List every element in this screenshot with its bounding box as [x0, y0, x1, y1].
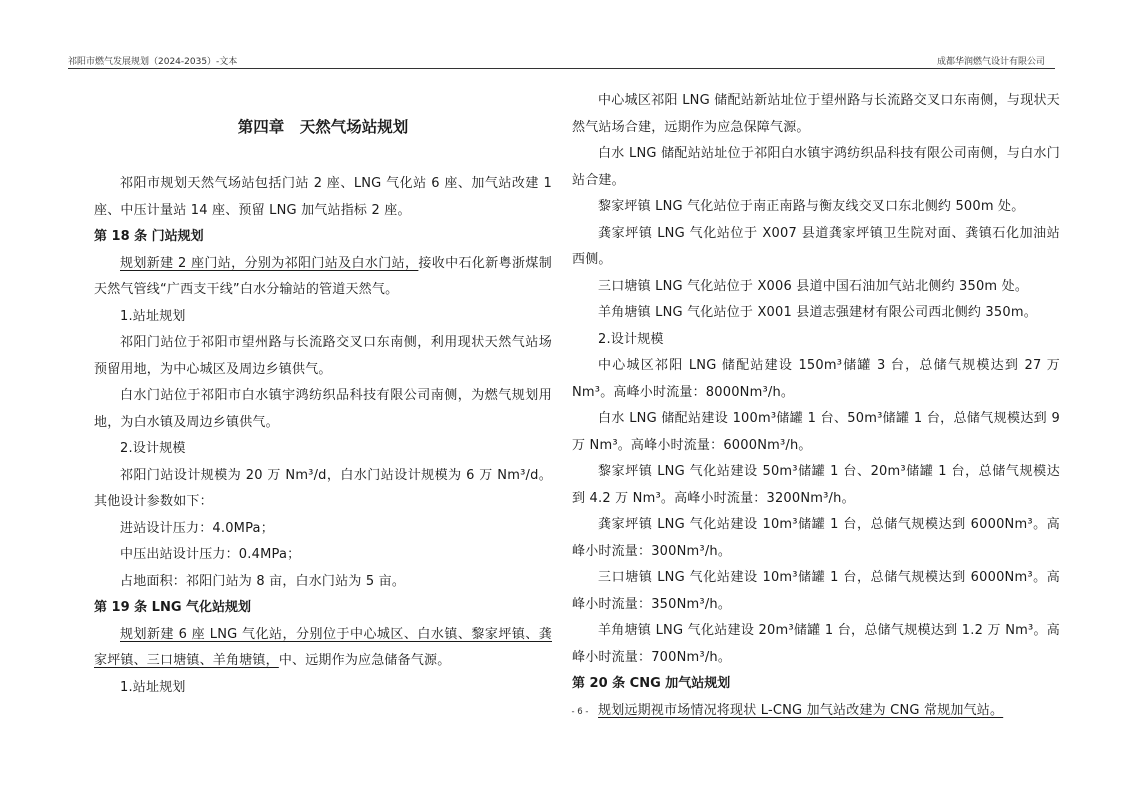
article-20-heading: 第 20 条 CNG 加气站规划: [572, 676, 731, 691]
design-scale-title: 2.设计规模: [598, 331, 664, 347]
left-column: [94, 88, 552, 701]
header-company: 成都华润燃气设计有限公司: [936, 57, 1045, 67]
chapter-title: 第四章 天然气场站规划: [237, 118, 409, 136]
article-19-lead: [94, 622, 552, 675]
site-paragraph: 中心城区祁阳 LNG 储配站新站址位于望州路与长流路交叉口东南侧，与现状天然气站场合建，远期作为应急保障气源。: [572, 93, 1060, 135]
scale-paragraph: 龚家坪镇 LNG 气化站建设 10m³储罐 1 台，总储气规模达到 6000Nm³。高峰小时流量：300Nm³/h。: [572, 517, 1060, 559]
param-land-area: 占地面积：祁阳门站为 8 亩，白水门站为 5 亩。: [120, 573, 406, 589]
site-paragraph: 三口塘镇 LNG 气化站位于 X006 县道中国石油加气站北侧约 350m 处。: [598, 278, 1029, 294]
param-outlet-pressure: 中压出站设计压力：0.4MPa；: [120, 547, 301, 562]
article-19-sec1-title: 1.站址规划: [120, 679, 186, 695]
article-19-heading: 第 19 条 LNG 气化站规划: [94, 600, 252, 615]
article-18-heading: 第 18 条 门站规划: [94, 229, 204, 244]
article-18-sec2-p1: 祁阳门站设计规模为 20 万 Nm³/d，白水门站设计规模为 6 万 Nm³/d。其他设计参数如下：: [94, 467, 552, 509]
article-20-text-underlined: 规划远期视市场情况将现状 L-CNG 加气站改建为 CNG 常规加气站。: [598, 702, 1004, 718]
param-inlet-pressure: 进站设计压力：4.0MPa；: [120, 520, 274, 536]
article-18-sec2-title: 2.设计规模: [120, 441, 186, 456]
article-19-lead-underlined: 规划新建 6 座 LNG 气化站，分别位于中心城区、白水镇、黎家坪镇、龚家坪镇、三口塘镇、羊角塘镇，: [94, 626, 552, 668]
scale-paragraph: 羊角塘镇 LNG 气化站建设 20m³储罐 1 台，总储气规模达到 1.2 万 Nm³。高峰小时流量：700Nm³/h。: [572, 623, 1060, 665]
header-doc-title: 祁阳市燃气发展规划（2024-2035）-文本: [68, 57, 238, 67]
article-19-lead-rest: 中、远期作为应急储备气源。: [278, 653, 451, 668]
site-paragraph: 黎家坪镇 LNG 气化站位于南正南路与衡友线交叉口东北侧约 500m 处。: [598, 199, 1025, 214]
scale-paragraph: 白水 LNG 储配站建设 100m³储罐 1 台、50m³储罐 1 台，总储气规模达到 9 万 Nm³。高峰小时流量：6000Nm³/h。: [572, 411, 1060, 453]
scale-paragraph: 三口塘镇 LNG 气化站建设 10m³储罐 1 台，总储气规模达到 6000Nm³。高峰小时流量：350Nm³/h。: [572, 570, 1060, 612]
article-18-lead-rest: 接收中石化新粤浙煤制天然气管线“广西支干线”白水分输站的管道天然气。: [94, 255, 552, 297]
site-paragraph: 白水 LNG 储配站站址位于祁阳白水镇宇鸿纺织品科技有限公司南侧，与白水门站合建。: [572, 146, 1060, 188]
page-number: - 6 -: [571, 707, 589, 717]
article-18-sec1-title: 1.站址规划: [120, 308, 186, 324]
article-18-sec1-p1: 祁阳门站位于祁阳市望州路与长流路交叉口东南侧，利用现状天然气站场预留用地，为中心城区及周边乡镇供气。: [94, 335, 552, 377]
site-paragraph: 羊角塘镇 LNG 气化站位于 X001 县道志强建材有限公司西北侧约 350m。: [598, 305, 1037, 320]
article-18-sec1-p2: 白水门站位于祁阳市白水镇宇鸿纺织品科技有限公司南侧，为燃气规划用地，为白水镇及周边乡镇供气。: [94, 388, 552, 430]
chapter-intro: 祁阳市规划天然气场站包括门站 2 座、LNG 气化站 6 座、加气站改建 1 座、中压计量站 14 座、预留 LNG 加气站指标 2 座。: [94, 176, 552, 218]
article-18-lead: [94, 251, 552, 304]
header-rule: [68, 68, 1055, 69]
article-18-lead-underlined: 规划新建 2 座门站，分别为祁阳门站及白水门站，: [120, 255, 419, 271]
right-column: [572, 88, 1060, 724]
scale-paragraph: 黎家坪镇 LNG 气化站建设 50m³储罐 1 台、20m³储罐 1 台，总储气规模达到 4.2 万 Nm³。高峰小时流量：3200Nm³/h。: [572, 464, 1060, 506]
scale-paragraph: 中心城区祁阳 LNG 储配站建设 150m³储罐 3 台，总储气规模达到 27 万 Nm³。高峰小时流量：8000Nm³/h。: [572, 358, 1060, 400]
site-paragraph: 龚家坪镇 LNG 气化站位于 X007 县道龚家坪镇卫生院对面、龚镇石化加油站西侧。: [572, 225, 1060, 267]
